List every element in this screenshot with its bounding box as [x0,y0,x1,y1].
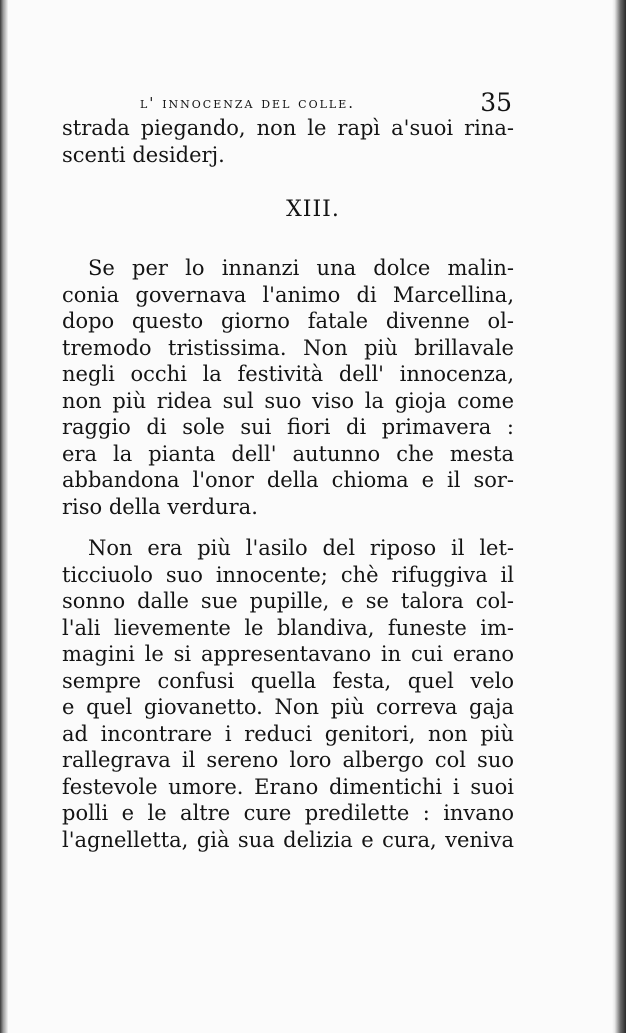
text-line: l'ali lievemente le blandiva, funeste im- [62,615,514,640]
text-line: rallegrava il sereno loro albergo col suo [62,748,514,772]
page-number: 35 [480,88,512,117]
running-title: l' innocenza del colle. [140,94,355,112]
page-right-edge [612,0,626,1033]
text-line: era la pianta dell' autunno che mesta [62,441,514,466]
text-line: abbandona l'onor della chioma e il sor- [62,468,514,492]
chapter-heading: XIII. [286,197,340,222]
text-line: sempre confusi quella festa, quel velo [62,668,514,693]
text-line: riso della verdura. [62,494,258,519]
page-left-edge [0,0,8,1033]
text-line: scenti desiderj. [62,142,225,167]
text-line: tremodo tristissima. Non più brillavale [62,335,514,360]
text-line: ad incontrare i reduci genitori, non più [62,721,514,746]
text-line: ticciuolo suo innocente; chè rifuggiva il [62,562,514,587]
text-line: l'agnelletta, già sua delizia e cura, veniva [62,827,514,852]
paragraph-2 [62,535,514,853]
text-line: festevole umore. Erano dimentichi i suoi [62,774,514,799]
text-line: conia governava l'animo di Marcellina, [62,282,514,307]
text-line: Non era più l'asilo del riposo il let- [88,536,514,560]
text-line: sonno dalle sue pupille, e se talora col- [62,589,514,613]
text-line: negli occhi la festività dell' innocenza, [62,362,514,386]
text-line: Se per lo innanzi una dolce malin- [88,256,514,280]
text-line: e quel giovanetto. Non più correva gaja [62,695,514,719]
text-line: raggio di sole sui fiori di primavera : [62,415,514,439]
text-line: dopo questo giorno fatale divenne ol- [62,309,514,333]
text-line: non più ridea sul suo viso la gioja come [62,388,514,413]
text-line: magini le si appresentavano in cui erano [62,642,514,666]
text-line: polli e le altre cure predilette : invano [62,801,514,825]
text-line: strada piegando, non le rapì a'suoi rina- [62,116,514,140]
paragraph-1 [62,255,514,520]
opening-lines [62,115,514,168]
